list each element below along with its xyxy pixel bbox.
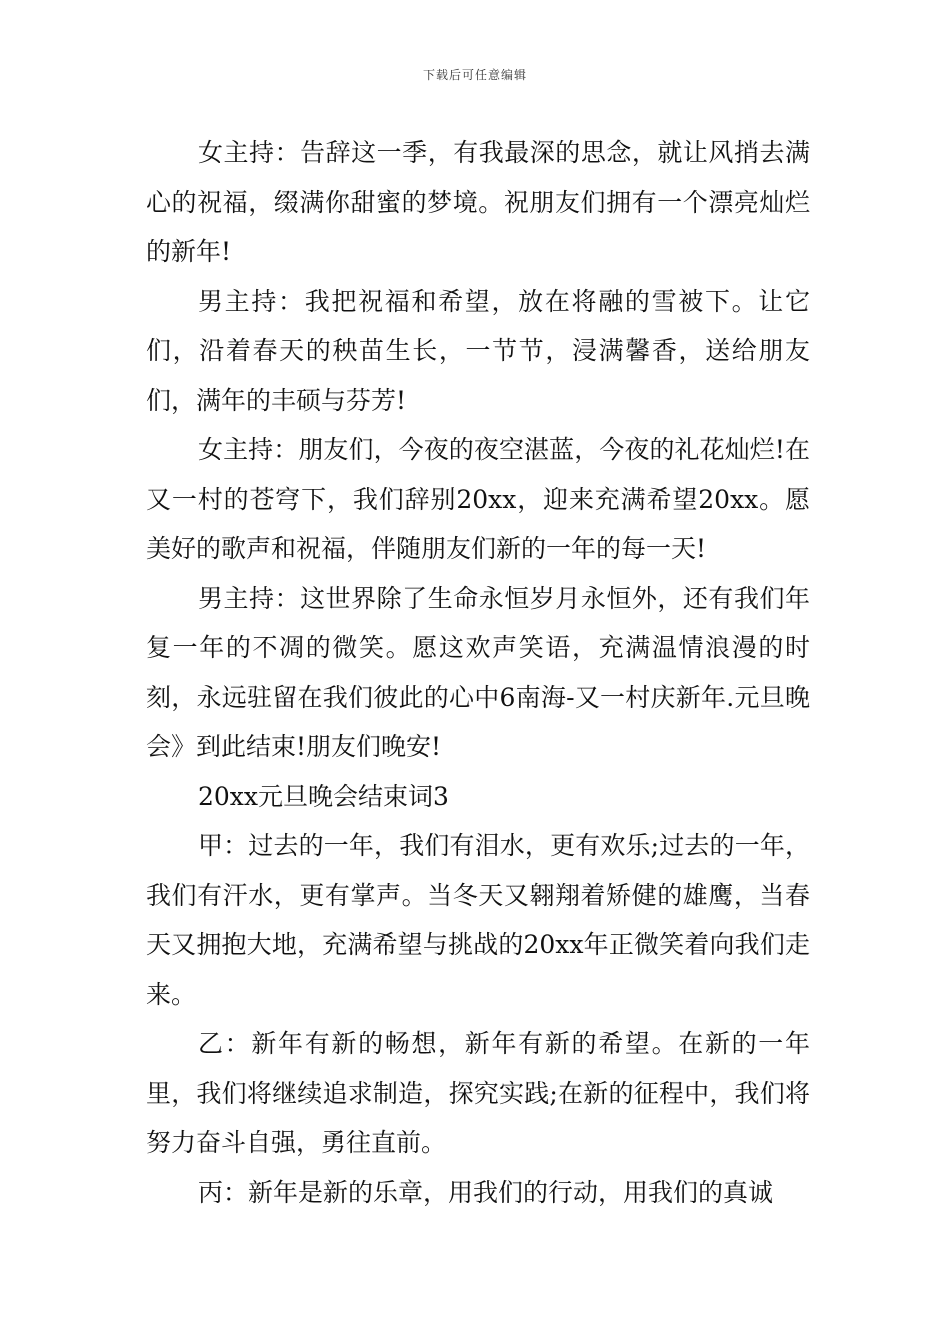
paragraph-yi: 乙：新年有新的畅想，新年有新的希望。在新的一年里，我们将继续追求制造，探究实践;在新的征程中，我们将努力奋斗自强，勇往直前。 — [146, 1029, 810, 1157]
paragraph-female-host-1: 女主持：告辞这一季，有我最深的思念，就让风捎去满心的祝福，缀满你甜蜜的梦境。祝朋友们拥有一个漂亮灿烂的新年! — [146, 138, 810, 266]
document-body — [146, 128, 810, 1217]
paragraph-female-host-2: 女主持：朋友们，今夜的夜空湛蓝，今夜的礼花灿烂!在又一村的苍穹下，我们辞别20xx，迎来充满希望20xx。愿美好的歌声和祝福，伴随朋友们新的一年的每一天! — [146, 435, 810, 563]
paragraph-bing: 丙：新年是新的乐章，用我们的行动，用我们的真诚 — [198, 1177, 774, 1207]
section-title: 20xx元旦晚会结束词3 — [198, 781, 449, 811]
page-header-note: 下载后可任意编辑 — [422, 68, 527, 82]
paragraph-male-host-1: 男主持：我把祝福和希望，放在将融的雪被下。让它们，沿着春天的秧苗生长，一节节，浸满馨香，送给朋友们，满年的丰硕与芬芳! — [146, 286, 810, 415]
paragraph-jia: 甲：过去的一年，我们有泪水，更有欢乐;过去的一年，我们有汗水，更有掌声。当冬天又翱翔着矫健的雄鹰，当春天又拥抱大地，充满希望与挑战的20xx年正微笑着向我们走来。 — [146, 831, 810, 1009]
paragraph-male-host-2: 男主持：这世界除了生命永恒岁月永恒外，还有我们年复一年的不凋的微笑。愿这欢声笑语，充满温情浪漫的时刻，永远驻留在我们彼此的心中6南海-又一村庆新年.元旦晚会》到此结束!朋友们晚安! — [146, 583, 810, 761]
